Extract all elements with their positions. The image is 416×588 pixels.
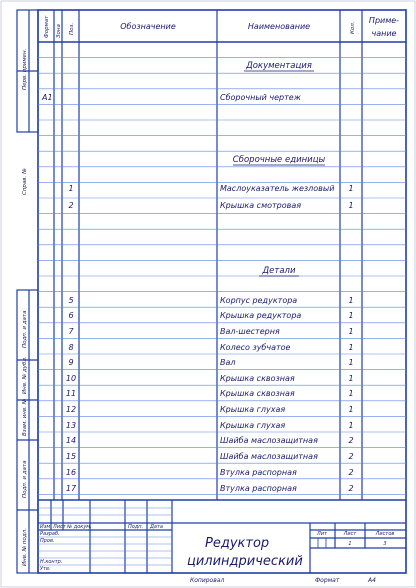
tb-title-line-1: Редуктор xyxy=(205,536,270,551)
cell-name: Крышка глухая xyxy=(220,405,286,414)
tb-listov: Листов xyxy=(375,531,395,537)
cell-name: Шайба маслозащитная xyxy=(220,452,318,461)
cell-name: Вал-шестерня xyxy=(220,327,280,336)
tb-prov: Пров. xyxy=(40,538,55,544)
tb-utv: Утв. xyxy=(40,566,51,572)
cell-name: Колесо зубчатое xyxy=(220,343,291,352)
tb-col-date: Дата xyxy=(150,524,163,530)
svg-text:Сборочные единицы: Сборочные единицы xyxy=(232,155,326,165)
cell-name: Шайба маслозащитная xyxy=(220,436,318,445)
cell-qty: 2 xyxy=(348,468,354,477)
cell-pos: 9 xyxy=(68,358,74,367)
cell-name: Втулка распорная xyxy=(220,468,297,477)
cell-qty: 1 xyxy=(348,374,354,383)
section-documentation xyxy=(244,61,314,71)
side-orig-inv: Инв. № подл. xyxy=(22,528,28,566)
tb-col-list: Лист xyxy=(53,524,66,530)
cell-pos: 6 xyxy=(68,311,74,320)
cell-pos: 5 xyxy=(68,296,74,305)
bottom-copied: Копировал xyxy=(190,577,225,584)
cell-qty: 1 xyxy=(348,184,354,193)
section-assembly-units xyxy=(233,155,326,165)
cell-name: Крышка сквозная xyxy=(220,374,295,383)
cell-qty: 1 xyxy=(348,358,354,367)
cell-pos: 10 xyxy=(65,374,77,383)
header-qty: Кол. xyxy=(350,21,356,34)
cell-name: Крышка редуктора xyxy=(220,311,302,320)
cell-qty: 2 xyxy=(348,436,354,445)
cell-name: Корпус редуктора xyxy=(220,296,298,305)
tb-list-value: 1 xyxy=(348,541,352,547)
cell-qty: 1 xyxy=(348,311,354,320)
cell-qty: 1 xyxy=(348,327,354,336)
cell-pos: 12 xyxy=(65,405,77,414)
header-note-1: Приме- xyxy=(368,16,400,25)
cell-name: Вал xyxy=(220,358,236,367)
cell-qty: 1 xyxy=(348,389,354,398)
header-format: Формат xyxy=(44,15,50,38)
header-pos: Поз. xyxy=(69,22,75,35)
cell-qty: 2 xyxy=(348,484,354,493)
cell-name: Маслоуказатель жезловый xyxy=(220,184,335,193)
side-ref-no: Справ. № xyxy=(22,168,28,195)
cell-qty: 1 xyxy=(348,296,354,305)
tb-nkontr: Н.контр. xyxy=(40,559,63,565)
cell-format: А1 xyxy=(42,93,53,102)
cell-pos: 11 xyxy=(65,389,77,398)
cell-qty: 1 xyxy=(348,421,354,430)
svg-text:Документация: Документация xyxy=(246,61,312,71)
cell-pos: 8 xyxy=(68,343,74,352)
cell-pos: 16 xyxy=(65,468,77,477)
cell-name: Втулка распорная xyxy=(220,484,297,493)
side-sign-date-2: Подп. и дата xyxy=(22,460,28,498)
cell-qty: 2 xyxy=(348,452,354,461)
cell-qty: 1 xyxy=(348,343,354,352)
header-zone: Зона xyxy=(56,24,62,38)
cell-name: Сборочный чертеж xyxy=(220,93,301,102)
cell-qty: 1 xyxy=(348,405,354,414)
side-dup-inv: Инв. № дубл. xyxy=(22,356,28,394)
header-note-2: чание xyxy=(371,29,397,38)
cell-pos: 14 xyxy=(65,436,77,445)
tb-listov-value: 3 xyxy=(383,541,387,547)
tb-col-sign: Подп. xyxy=(128,524,144,530)
cell-pos: 2 xyxy=(68,201,74,210)
side-sign-date-1: Подп. и дата xyxy=(22,310,28,348)
tb-list: Лист xyxy=(343,531,357,537)
bottom-format-value: А4 xyxy=(368,577,376,584)
bottom-format-label: Формат xyxy=(315,577,340,584)
section-parts xyxy=(259,266,299,276)
header-designation: Обозначение xyxy=(120,22,176,31)
cell-pos: 15 xyxy=(65,452,77,461)
cell-pos: 17 xyxy=(65,484,77,493)
cell-name: Крышка смотровая xyxy=(220,201,302,210)
cell-pos: 13 xyxy=(65,421,77,430)
tb-razrab: Разраб. xyxy=(40,531,60,537)
tb-col-izm: Изм xyxy=(40,524,51,530)
side-first-use: Перв. примен. xyxy=(22,48,28,90)
tb-lit: Лит xyxy=(317,531,327,537)
cell-pos: 7 xyxy=(68,327,74,336)
tb-title-line-2: цилиндрический xyxy=(187,554,303,569)
cell-name: Крышка сквозная xyxy=(220,389,295,398)
svg-text:Детали: Детали xyxy=(262,266,296,276)
header-name: Наименование xyxy=(247,22,311,31)
tb-col-doc: № докум. xyxy=(67,524,92,530)
side-repl-inv: Взам. инв. № xyxy=(22,398,28,436)
cell-name: Крышка глухая xyxy=(220,421,286,430)
cell-pos: 1 xyxy=(68,184,74,193)
cell-qty: 1 xyxy=(348,201,354,210)
